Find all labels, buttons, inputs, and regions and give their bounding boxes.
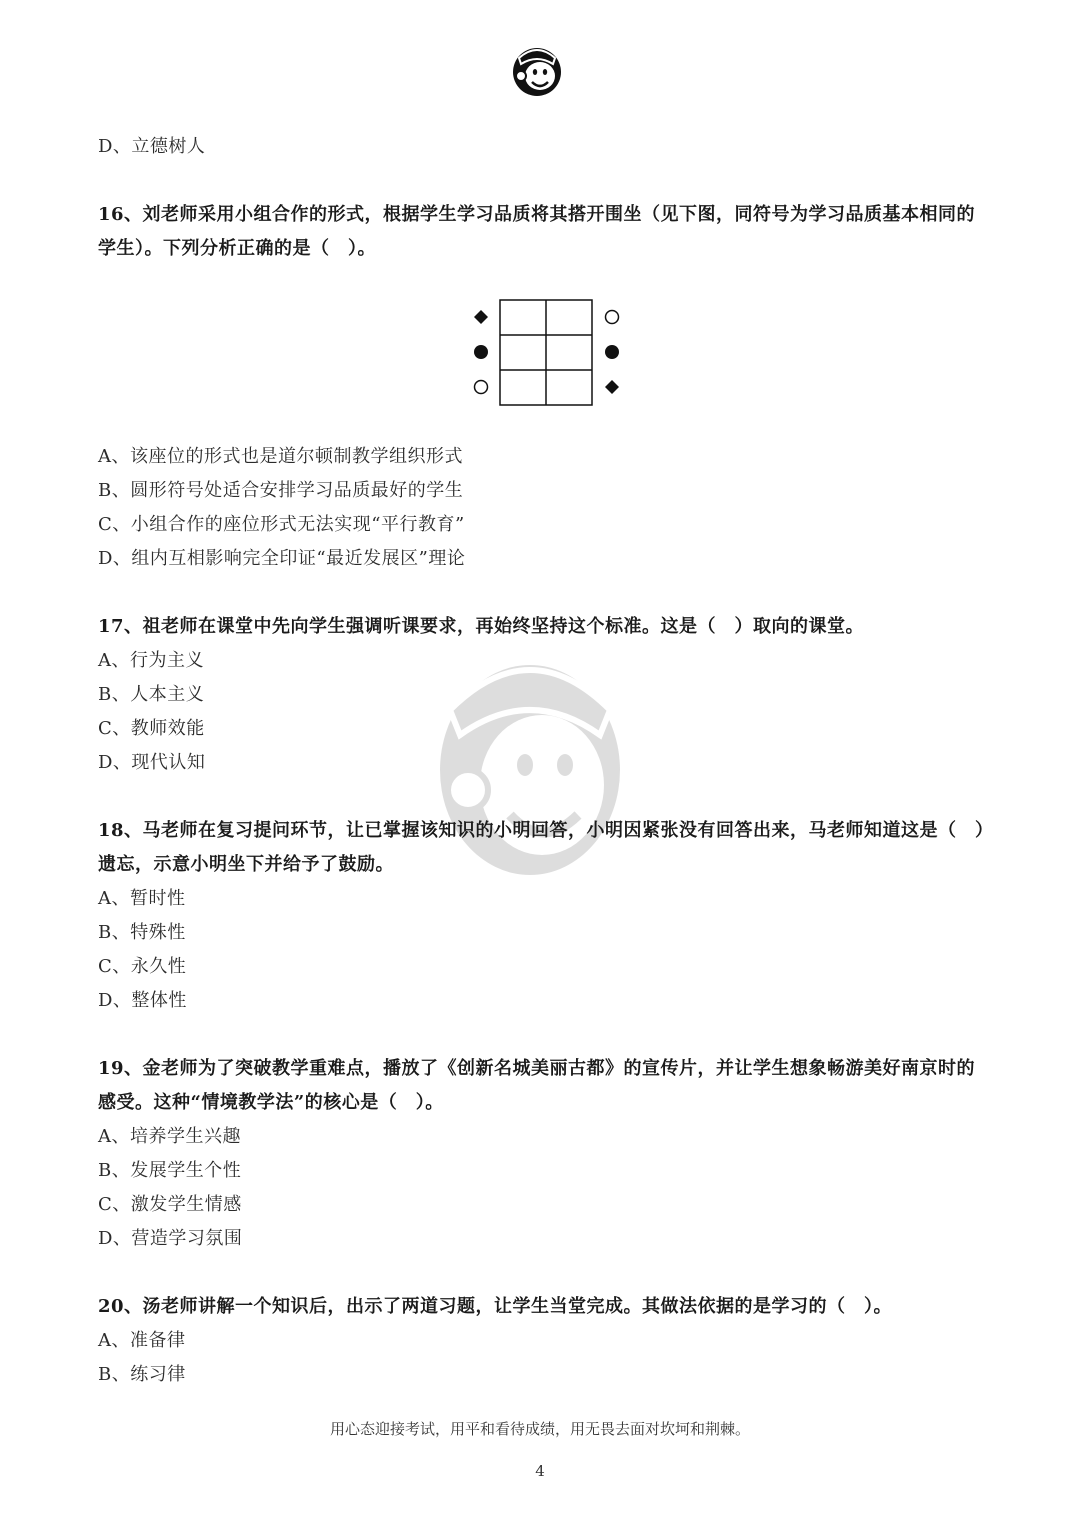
q17-option-a: A、行为主义 — [98, 650, 204, 671]
q18-option-d: D、整体性 — [98, 990, 187, 1011]
filled-circle-icon — [474, 345, 488, 359]
q16-option-b: B、圆形符号处适合安排学习品质最好的学生 — [98, 480, 464, 501]
question-16-stem: 16、刘老师采用小组合作的形式，根据学生学习品质将其搭开围坐（见下图，同符号为学习品质基本相同的学生）。下列分析正确的是（ ）。 — [98, 204, 976, 259]
question-20-stem: 20、汤老师讲解一个知识后，出示了两道习题，让学生当堂完成。其做法依据的是学习的（ ）。 — [98, 1296, 893, 1317]
hollow-circle-icon — [475, 381, 488, 394]
hollow-circle-icon — [606, 311, 619, 324]
previous-option-d: D、立德树人 — [98, 136, 206, 157]
q17-option-d: D、现代认知 — [98, 752, 206, 773]
q17-option-c: C、教师效能 — [98, 718, 205, 739]
monkey-mascot-icon — [507, 40, 567, 100]
filled-circle-icon — [605, 345, 619, 359]
footer-motto: 用心态迎接考试，用平和看待成绩，用无畏去面对坎坷和荆棘。 — [329, 1420, 750, 1438]
q20-option-b: B、练习律 — [98, 1364, 186, 1385]
diamond-icon — [605, 380, 619, 394]
diamond-icon — [474, 310, 488, 324]
question-18-stem: 18、马老师在复习提问环节，让已掌握该知识的小明回答，小明因紧张没有回答出来，马老师知道这是（ ）遗忘，示意小明坐下并给予了鼓励。 — [98, 820, 985, 875]
q16-option-d: D、组内互相影响完全印证“最近发展区”理论 — [98, 548, 466, 569]
q19-option-c: C、激发学生情感 — [98, 1194, 242, 1215]
page-number: 4 — [535, 1462, 545, 1480]
q18-option-b: B、特殊性 — [98, 922, 186, 943]
question-17-stem: 17、祖老师在课堂中先向学生强调听课要求，再始终坚持这个标准。这是（ ）取向的课堂。 — [98, 616, 865, 637]
q18-option-a: A、暂时性 — [98, 888, 186, 909]
q16-option-a: A、该座位的形式也是道尔顿制教学组织形式 — [98, 446, 463, 467]
q19-option-a: A、培养学生兴趣 — [98, 1126, 241, 1147]
q17-option-b: B、人本主义 — [98, 684, 205, 705]
q19-option-d: D、营造学习氛围 — [98, 1228, 243, 1249]
q19-option-b: B、发展学生个性 — [98, 1160, 242, 1181]
q18-option-c: C、永久性 — [98, 956, 187, 977]
q16-option-c: C、小组合作的座位形式无法实现“平行教育” — [98, 514, 465, 535]
question-19-stem: 19、金老师为了突破教学重难点，播放了《创新名城美丽古都》的宣传片，并让学生想象畅游美好南京时的感受。这种“情境教学法”的核心是（ ）。 — [98, 1058, 976, 1113]
q20-option-a: A、准备律 — [98, 1330, 186, 1351]
seating-diagram — [466, 296, 626, 412]
